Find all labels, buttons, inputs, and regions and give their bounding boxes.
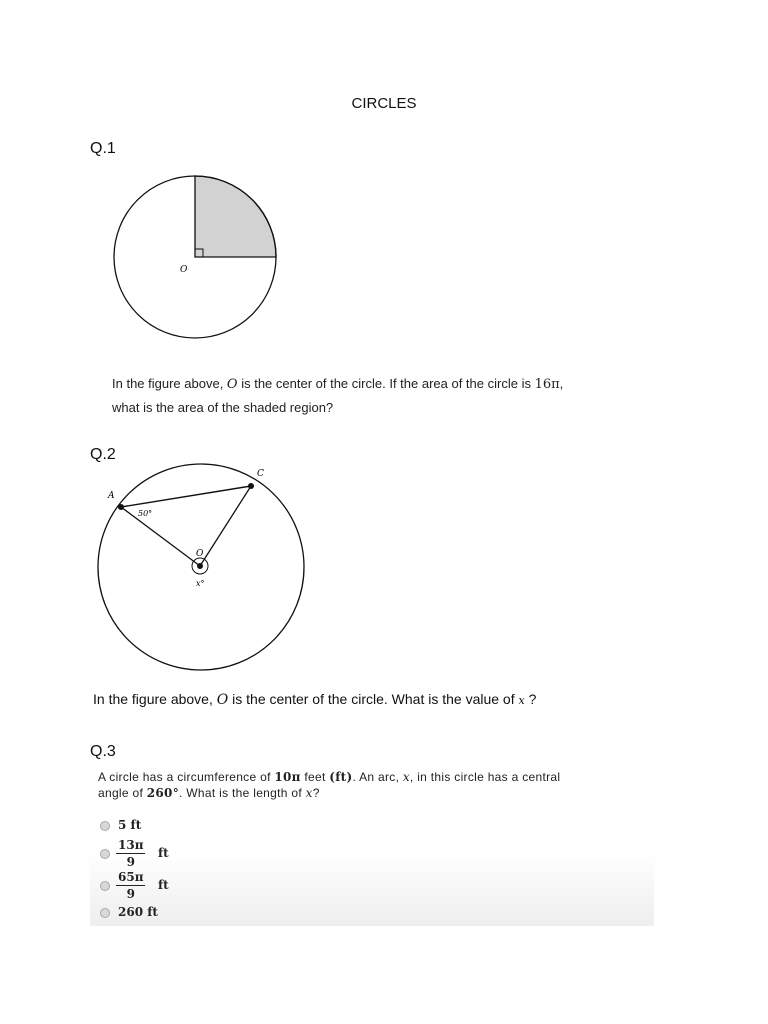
q3-option-1-label: 5 ft — [118, 818, 142, 832]
q2-point-a — [118, 504, 124, 510]
q3-text-e: angle of — [98, 786, 147, 800]
q1-text-end: , — [559, 376, 564, 391]
q2-angle-label: 50° — [138, 509, 153, 518]
q3-text-f: . What is the length of — [179, 786, 306, 800]
q1-center-label: O — [180, 265, 188, 275]
q2-center-point — [197, 563, 203, 569]
q3-text-a: A circle has a circumference of — [98, 770, 275, 784]
q3-option-2-radio[interactable] — [100, 849, 110, 859]
q2-text-mid: is the center of the circle. What is the value of — [228, 691, 519, 707]
q3-label: Q.3 — [90, 743, 116, 760]
q1-text-pre: In the figure above, — [112, 376, 227, 391]
q3-option-3-radio[interactable] — [100, 881, 110, 891]
q2-text-pre: In the figure above, — [93, 691, 217, 707]
q2-question — [93, 691, 536, 708]
q1-shaded-quadrant — [195, 176, 276, 257]
q1-question-line2: what is the area of the shaded region? — [112, 400, 334, 415]
page-title: CIRCLES — [351, 95, 417, 112]
q3-option-4[interactable] — [100, 905, 300, 921]
q2-text-x: x — [518, 694, 525, 707]
q1-label: Q.1 — [90, 140, 116, 157]
q3-option-3-denominator: 9 — [126, 887, 135, 901]
q3-option-2-unit: ft — [158, 846, 169, 860]
q3-text-unit: (ft) — [329, 770, 353, 784]
q2-point-c — [248, 483, 254, 489]
q3-option-3-fraction — [116, 870, 145, 901]
q3-text-d: , in this circle has a central — [409, 770, 561, 784]
q3-option-3-numerator: 65π — [118, 870, 144, 884]
q3-option-3-unit: ft — [158, 878, 169, 892]
q2-x-label: x° — [196, 579, 205, 588]
q3-text-angle: 260° — [146, 786, 179, 800]
q1-figure — [100, 165, 290, 355]
q3-question-line2 — [98, 785, 654, 801]
q2-point-c-label: C — [257, 469, 264, 479]
q1-text-mid: is the center of the circle. If the area of the circle is — [237, 376, 535, 391]
q3-text-b: feet — [300, 770, 330, 784]
q3-option-1-radio[interactable] — [100, 821, 110, 831]
q2-text-end: ? — [524, 691, 537, 707]
q2-center-label: O — [196, 549, 204, 559]
q3-text-x2: x — [305, 786, 313, 800]
q2-text-var: O — [216, 692, 229, 708]
q2-figure — [90, 462, 320, 672]
q2-radius-oc — [200, 486, 251, 566]
q1-text-val: 16π — [534, 377, 560, 392]
q3-text-g: ? — [312, 786, 320, 800]
q3-option-2[interactable] — [100, 838, 300, 868]
q2-point-a-label: A — [108, 491, 115, 501]
q2-label: Q.2 — [90, 446, 116, 463]
q3-option-4-label: 260 ft — [118, 905, 158, 919]
q3-question — [98, 769, 654, 801]
q3-option-3[interactable] — [100, 870, 300, 900]
q3-option-1[interactable] — [100, 818, 300, 834]
q3-option-2-denominator: 9 — [126, 855, 135, 869]
q3-question-line1 — [98, 769, 654, 785]
q2-radius-oa — [121, 507, 200, 566]
q1-question-line1 — [112, 372, 563, 397]
q3-text-val: 10π — [274, 770, 301, 784]
q3-option-4-radio[interactable] — [100, 908, 110, 918]
q3-panel — [90, 765, 654, 926]
q3-text-c: . An arc, — [352, 770, 403, 784]
q3-option-2-numerator: 13π — [118, 838, 144, 852]
q3-option-2-fraction — [116, 838, 145, 869]
q3-text-x: x — [402, 770, 410, 784]
q2-chord-ac — [121, 486, 251, 507]
q1-text-var: O — [226, 377, 238, 392]
